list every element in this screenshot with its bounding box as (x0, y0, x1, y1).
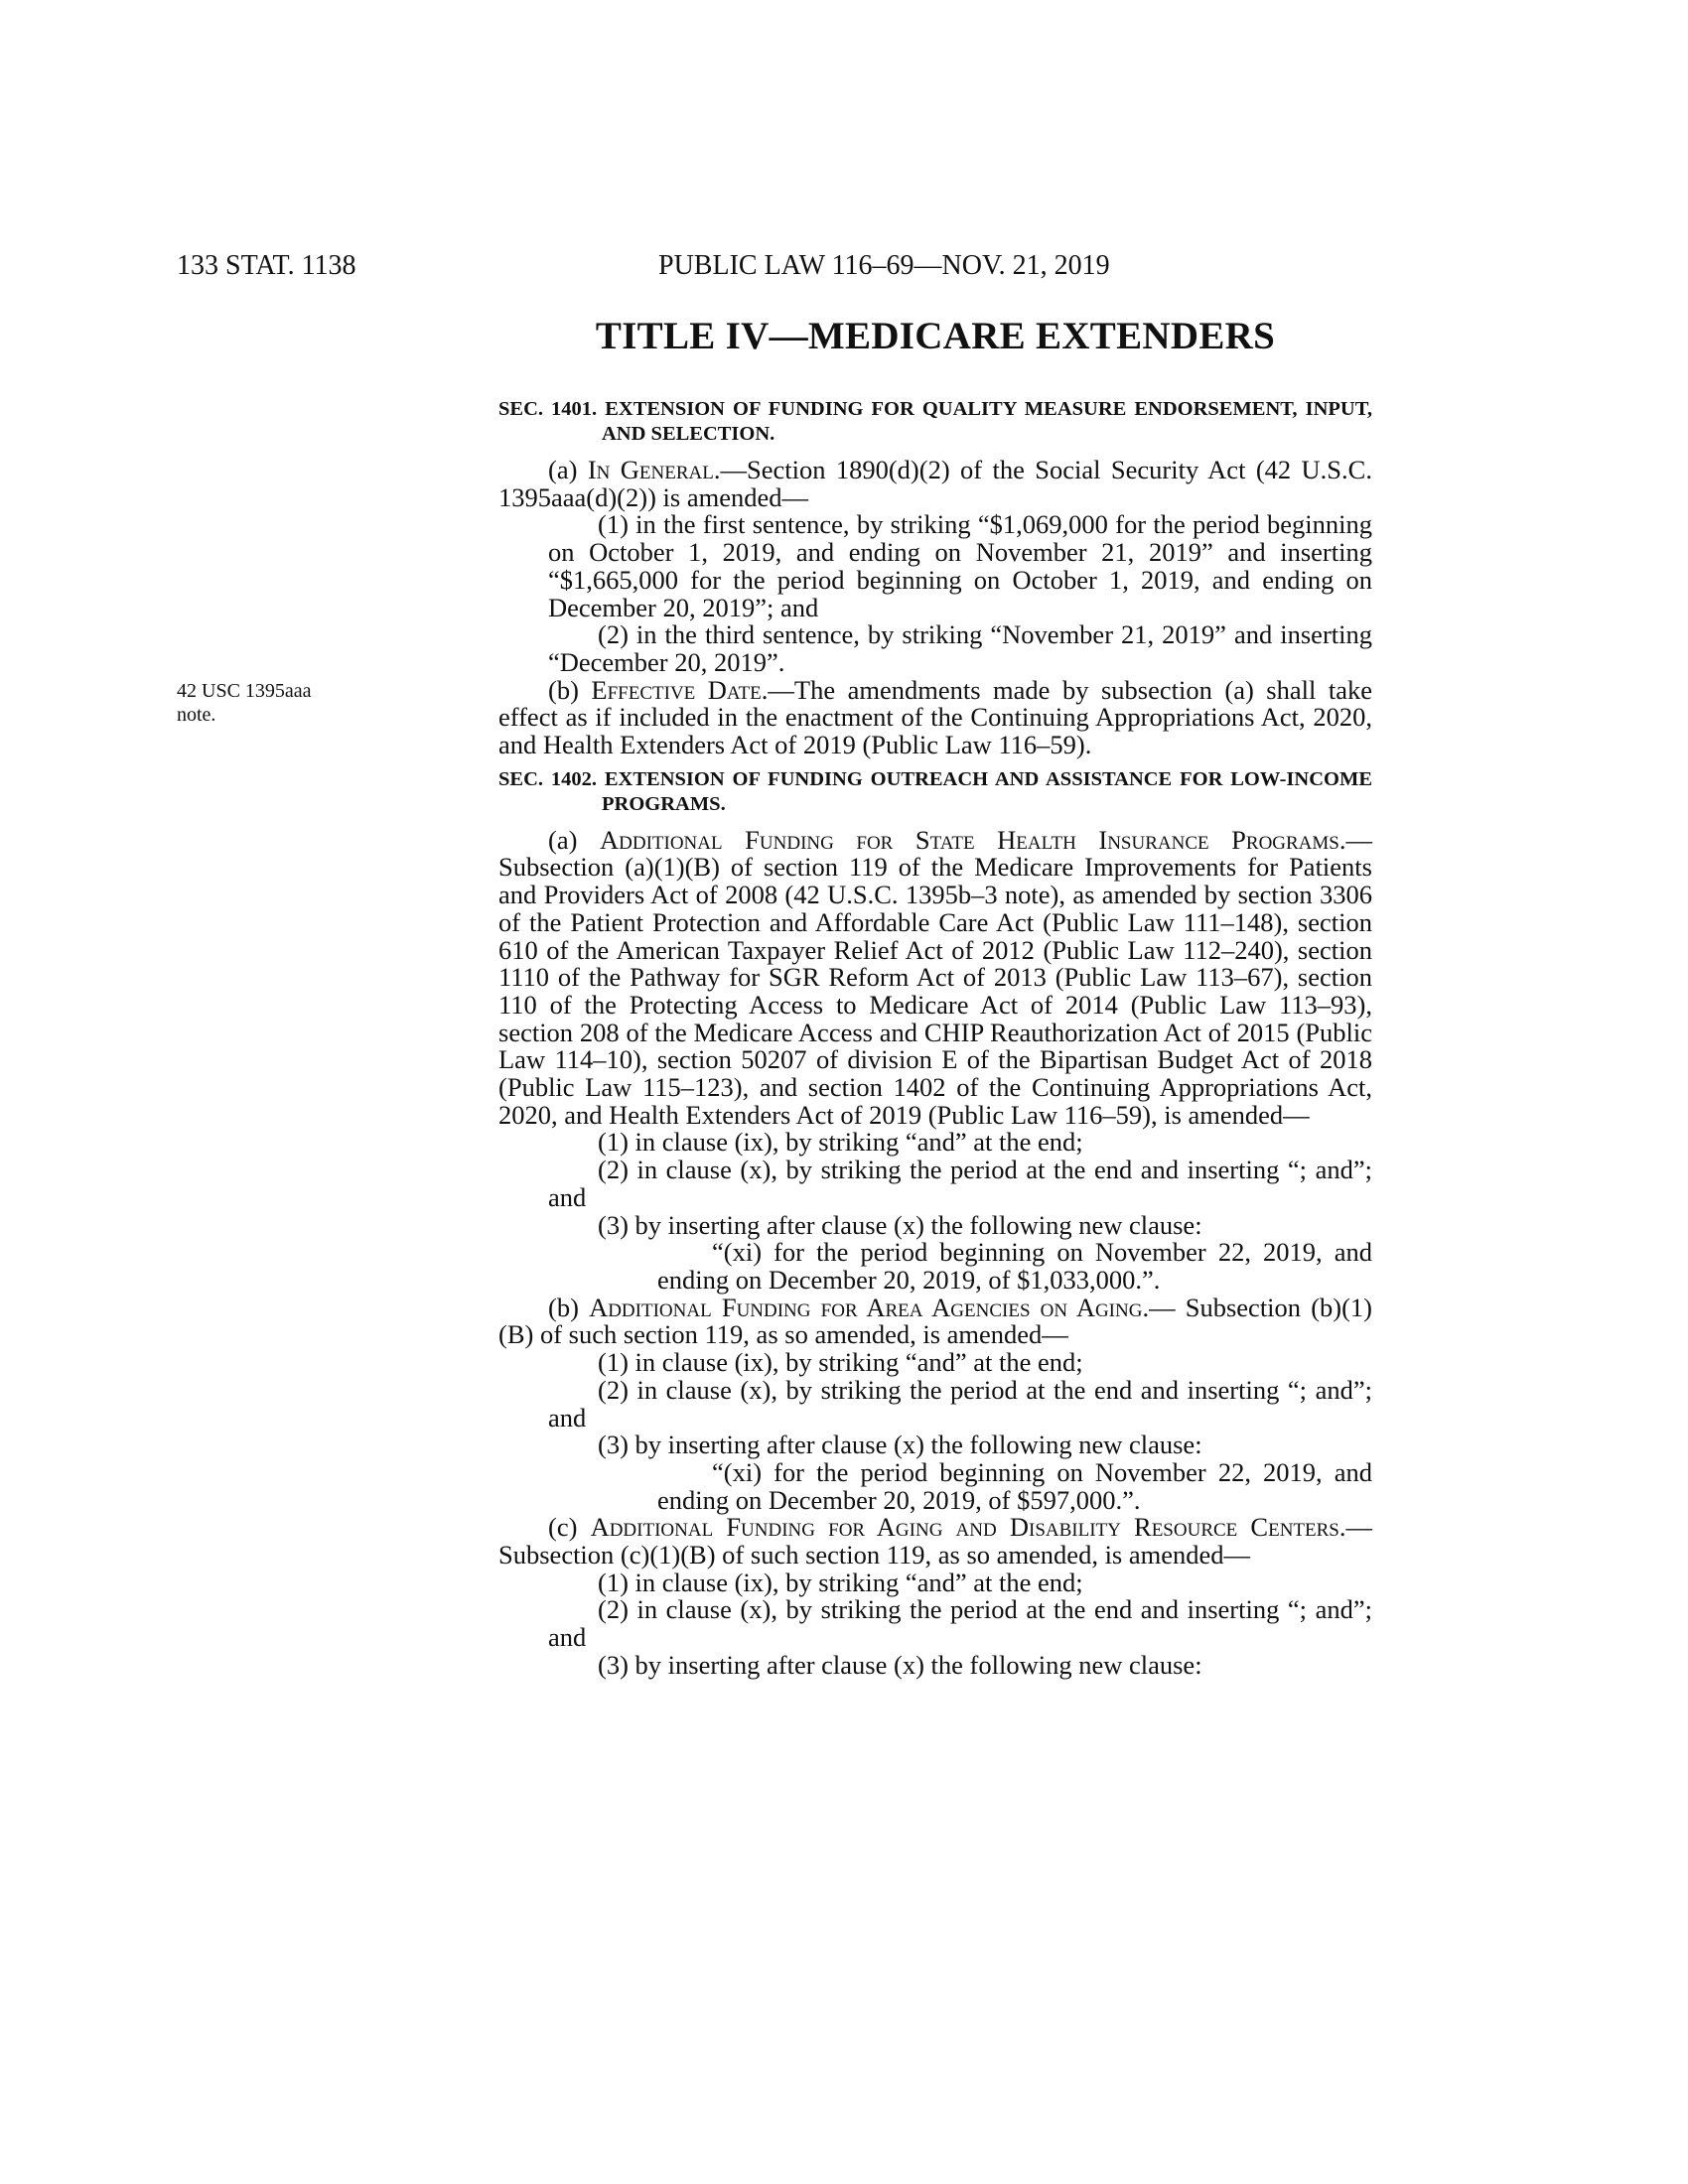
sec1401-subsection-a (498, 457, 1372, 511)
sec1401-subsection-b (498, 674, 1372, 760)
subsection-caption: Effective Date. (591, 674, 769, 705)
sec1402-b-paragraph-2: (2) in clause (x), by striking the period at the end and inserting “; and”; and (548, 1374, 1372, 1433)
sec1401-paragraph-2: (2) in the third sentence, by striking “November 21, 2019” and inserting “December 20, 2019”. (548, 619, 1372, 677)
subsection-text: —Subsection (a)(1)(B) of section 119 of the Medicare Improvements for Patients and Providers Act of 2008 (42 U.S.C. 1395b–3 note), as amended by section 3306 of the Patient Protection and Affordable Care Act (Public Law 111–148), section 610 of the American Taxpayer Relief Act of 2012 (Public Law 112–240), section 1110 of the Pathway for SGR Reform Act of 2013 (Public Law 113–67), section 110 of the Protecting Access to Medicare Act of 2014 (Public Law 113–93), section 208 of the Medicare Access and CHIP Reauthorization Act of 2015 (Public Law 114–10), section 50207 of division E of the Bipartisan Budget Act of 2018 (Public Law 115–123), and section 1402 of the Continuing Appropriations Act, 2020, and Health Extenders Act of 2019 (Public Law 116–59), is amended— (498, 824, 1372, 1130)
subsection-caption: Additional Funding for Aging and Disability Resource Centers. (590, 1512, 1346, 1543)
public-law-citation: PUBLIC LAW 116–69—NOV. 21, 2019 (658, 250, 1110, 281)
subsection-caption: Additional Funding for State Health Insurance Programs. (599, 824, 1346, 855)
title-heading: TITLE IV—MEDICARE EXTENDERS (595, 315, 1276, 357)
page-header (0, 250, 1688, 290)
sec1402-b-paragraph-1: (1) in clause (ix), by striking “and” at the end; (598, 1347, 1083, 1378)
section-1401-heading: SEC. 1401. EXTENSION OF FUNDING FOR QUALITY MEASURE ENDORSEMENT, INPUT, AND SELECTION. (498, 398, 1372, 445)
sec1402-a-new-clause-xi: “(xi) for the period beginning on November 22, 2019, and ending on December 20, 2019, of $1,033,000.”. (657, 1237, 1372, 1295)
section-1402-heading: SEC. 1402. EXTENSION OF FUNDING OUTREACH AND ASSISTANCE FOR LOW-INCOME PROGRAMS. (498, 767, 1372, 815)
subsection-text: —Section 1890(d)(2) of the Social Security Act (42 U.S.C. 1395aaa(d)(2)) is amended— (498, 455, 1372, 512)
subsection-text: —Subsection (c)(1)(B) of such section 119, as so amended, is amended— (498, 1512, 1372, 1570)
sec1402-c-paragraph-2: (2) in clause (x), by striking the period at the end and inserting “; and”; and (548, 1594, 1372, 1653)
margin-note (177, 679, 312, 727)
margin-note-line-2: note. (177, 704, 216, 726)
subsection-label: (a) (548, 824, 600, 855)
subsection-label: (a) (548, 455, 588, 484)
sec1402-a-paragraph-1: (1) in clause (ix), by striking “and” at the end; (598, 1127, 1083, 1158)
stat-page-number: 133 STAT. 1138 (177, 250, 356, 281)
sec1402-c-paragraph-3: (3) by inserting after clause (x) the following new clause: (598, 1649, 1202, 1680)
subsection-label: (b) (548, 674, 592, 705)
sec1402-a-paragraph-2: (2) in clause (x), by striking the period at the end and inserting “; and”; and (548, 1155, 1372, 1212)
subsection-text: — Subsection (b)(1)(B) of such section 119, as so amended, is amended— (498, 1292, 1372, 1350)
sec1402-subsection-a (498, 824, 1372, 1130)
sec1402-subsection-c (498, 1514, 1372, 1569)
sec1402-subsection-b (498, 1292, 1372, 1350)
sec1402-b-new-clause-xi: “(xi) for the period beginning on November 22, 2019, and ending on December 20, 2019, of $597,000.”. (657, 1456, 1372, 1515)
margin-note-line-1: 42 USC 1395aaa (177, 680, 312, 702)
subsection-label: (c) (548, 1512, 591, 1543)
sec1402-c-paragraph-1: (1) in clause (ix), by striking “and” at the end; (598, 1567, 1083, 1597)
subsection-text: —The amendments made by subsection (a) shall take effect as if included in the enactment of the Continuing Appropriations Act, 2020, and Health Extenders Act of 2019 (Public Law 116–59). (498, 674, 1372, 760)
sec1402-b-paragraph-3: (3) by inserting after clause (x) the following new clause: (598, 1430, 1202, 1460)
subsection-label: (b) (548, 1292, 590, 1322)
subsection-caption: Additional Funding for Area Agencies on Aging. (589, 1292, 1150, 1322)
subsection-caption: In General. (587, 455, 721, 484)
sec1401-paragraph-1: (1) in the first sentence, by striking “$1,069,000 for the period beginning on October 1, 2019, and ending on November 21, 2019” and inserting “$1,665,000 for the period beginning on October 1, 2019, and ending on December 20, 2019”; and (548, 509, 1372, 622)
document-body (498, 397, 1372, 1680)
sec1402-a-paragraph-3: (3) by inserting after clause (x) the following new clause: (598, 1209, 1202, 1240)
